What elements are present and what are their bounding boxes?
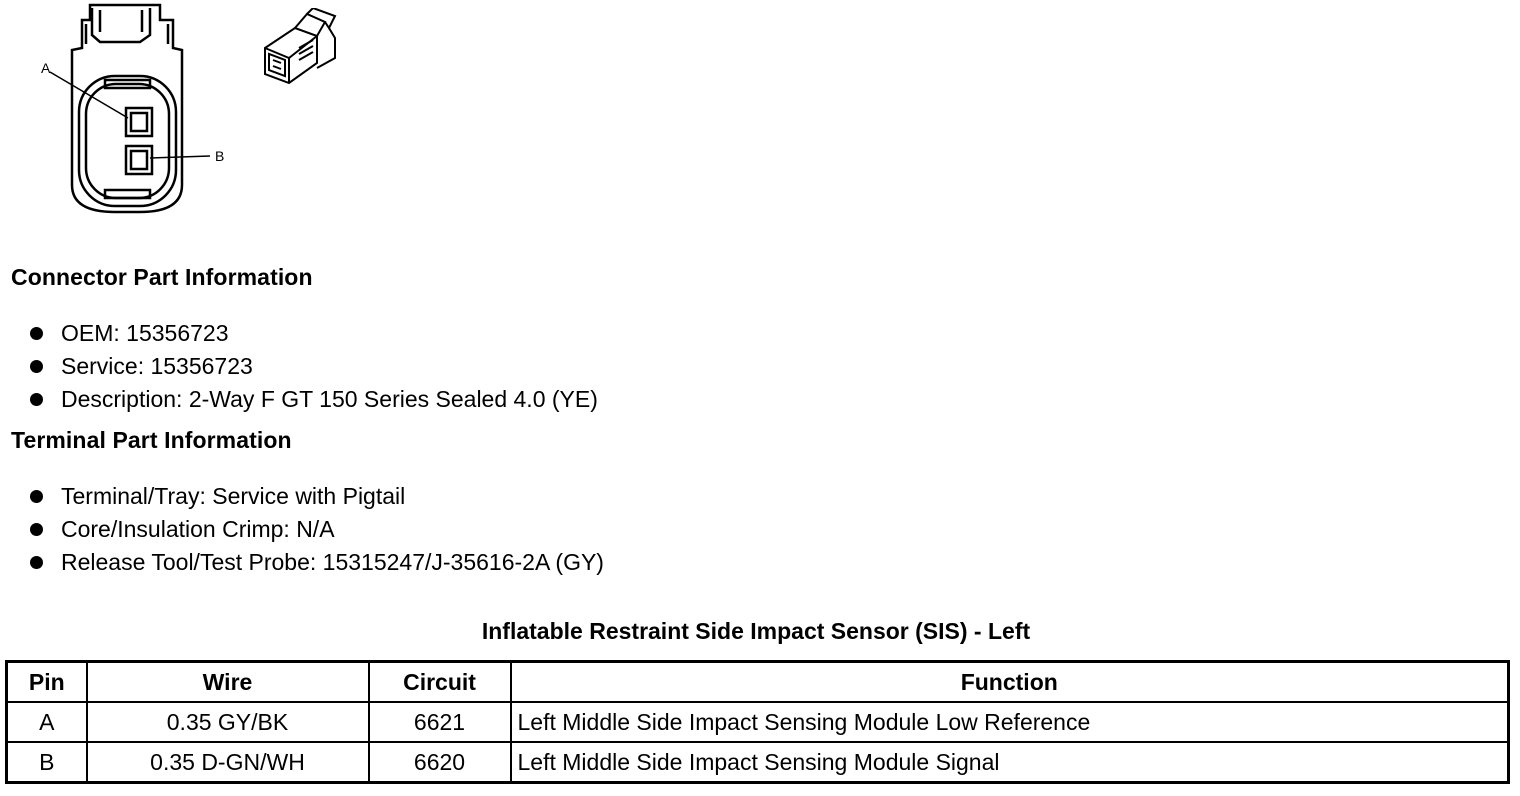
cell-pin: B: [7, 742, 87, 783]
callout-a: A: [41, 60, 51, 76]
table-row: [7, 742, 1509, 783]
cell-function: Left Middle Side Impact Sensing Module Low Reference: [511, 702, 1509, 742]
header-function: Function: [511, 662, 1509, 703]
bullet-icon: [30, 327, 43, 340]
terminal-info-list: [30, 480, 604, 579]
cell-pin: A: [7, 702, 87, 742]
cell-circuit: 6620: [369, 742, 511, 783]
connector-isometric-diagram: [255, 8, 345, 93]
list-item: Release Tool/Test Probe: 15315247/J-35616-2A (GY): [30, 546, 604, 579]
table-header-row: [7, 662, 1509, 703]
cell-function: Left Middle Side Impact Sensing Module Signal: [511, 742, 1509, 783]
list-item: Service: 15356723: [30, 350, 598, 383]
bullet-icon: [30, 490, 43, 503]
cell-circuit: 6621: [369, 702, 511, 742]
bullet-icon: [30, 556, 43, 569]
list-item: Terminal/Tray: Service with Pigtail: [30, 480, 604, 513]
cell-wire: 0.35 GY/BK: [87, 702, 369, 742]
table-title: Inflatable Restraint Side Impact Sensor (SIS) - Left: [481, 618, 1031, 644]
header-circuit: Circuit: [369, 662, 511, 703]
connector-face-diagram: [30, 0, 240, 220]
connector-info-list: [30, 317, 598, 416]
callout-b: B: [215, 148, 225, 164]
pinout-table: [5, 660, 1510, 784]
bullet-icon: [30, 523, 43, 536]
connector-info-heading: Connector Part Information: [11, 264, 313, 290]
header-wire: Wire: [87, 662, 369, 703]
bullet-icon: [30, 393, 43, 406]
list-item: OEM: 15356723: [30, 317, 598, 350]
table-row: [7, 702, 1509, 742]
bullet-icon: [30, 360, 43, 373]
header-pin: Pin: [7, 662, 87, 703]
terminal-info-heading: Terminal Part Information: [11, 427, 292, 453]
list-item: Description: 2-Way F GT 150 Series Sealed 4.0 (YE): [30, 383, 598, 416]
list-item: Core/Insulation Crimp: N/A: [30, 513, 604, 546]
cell-wire: 0.35 D-GN/WH: [87, 742, 369, 783]
